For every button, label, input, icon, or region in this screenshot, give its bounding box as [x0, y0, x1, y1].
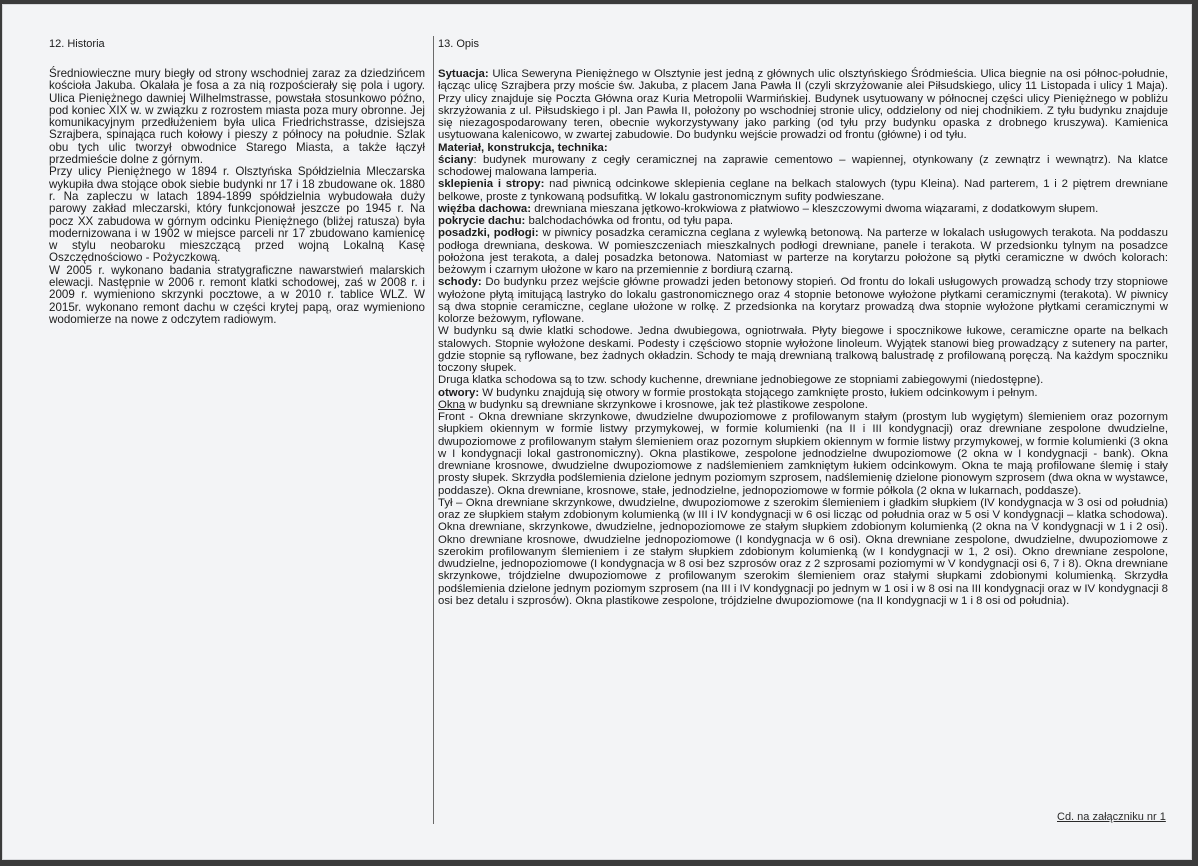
column-divider: [433, 36, 434, 824]
situation-label: Sytuacja:: [438, 68, 489, 80]
windows-text: w budynku są drewniane skrzynkowe i krosnowe, jak też plastikowe zespolone.: [465, 398, 868, 411]
vaults-label: sklepienia i stropy:: [438, 178, 545, 191]
walls-text: : budynek murowany z cegły ceramicznej na zaprawie cementowo – wapiennej, otynkowany (z zewnątrz i wewnątrz). Na klatce schodowej malowana lamperia.: [438, 153, 1168, 178]
rear-windows-paragraph: Tył – Okna drewniane skrzynkowe, dwudzielne, dwupoziomowe z szerokim ślemieniem i gładkim słupkiem (IV kondygnacja w 3 osi od południa) oraz ze słupkiem stałym zdobionym kolumienką (w III i IV kondygnacji w 6 osi licząc od południa oraz w 5 osi V kondygnacji – klatka schodowa). Okna drewniane, skrzynkowe, dwudzielne, jednopoziomowe ze stałym słupkiem zdobionym kolumienką (2 okna na V kondygnacji w 1 i 2 osi). Okno drewniane krosnowe, dwudzielne jednopoziomowe (I kondygnacja w 6 osi). Okna drewniane zespolone, dwudzielne, dwupoziomowe z szerokim profilowanym ślemieniem i ze stałym słupkiem zdobionym kolumienką (w I kondygnacji w 1, 2 osi). Okno drewniane zespolone, dwudzielne, jednopoziomowe (I kondygnacja w 8 osi bez szprosów oraz z 2 szprosami poziomymi w V kondygnacji osi 6, 7 i 8). Okna drewniane skrzynkowe, trójdzielne dwupoziomowe z profilowanym szerokim ślemieniem oraz stałymi słupkami zdobionymi kolumienką. Skrzydła podślemienia dzielone jednym poziomym szprosem (na III i IV kondygnacji po jednym w 1 osi i w 8 osi na III kondygnacji oraz w IV kondygnacji 8 osi bez detalu i szprosów). Okna plastikowe zespolone, trójdzielne dwupoziomowe (na II kondygnacji w 1 i 8 osi od południa).: [438, 496, 1168, 607]
windows-paragraph: [438, 399, 1168, 411]
windows-label: Okna: [438, 398, 466, 411]
history-column: [49, 38, 425, 326]
floors-label: posadzki, podłogi:: [438, 227, 539, 240]
situation-paragraph: [438, 68, 1168, 142]
roofing-label: pokrycie dachu:: [438, 215, 526, 227]
roof-truss-text: drewniana mieszana jętkowo-krokwiowa z płatwiowo – kleszczowymi dwoma wiązarami, z dodatkowym słupem.: [531, 202, 1099, 215]
roof-truss-label: więźba dachowa:: [438, 202, 532, 215]
walls-label: ściany: [438, 153, 474, 166]
staircases-paragraph: W budynku są dwie klatki schodowe. Jedna dwubiegowa, ogniotrwała. Płyty biegowe i spocznikowe łukowe, ceramiczne oparte na belkach stalowych. Stopnie wyłożone deskami. Podesty i częściowo stopnie wyłożone linoleum. Wyjątek stanowi bieg prowadzący z sutenery na parter, gdzie stopnie są ryflowane, bez żadnych okładzin. Schody te mają drewnianą tralkową balustradę z profilowaną poręczą. Na każdym spoczniku toczony słupek.: [438, 325, 1168, 374]
document-page: [2, 4, 1192, 860]
description-column: [438, 38, 1168, 607]
history-paragraph: W 2005 r. wykonano badania stratygraficzne nawarstwień malarskich elewacji. Następnie w 2006 r. remont klatki schodowej, zaś w 2008 r. i 2009 r. wymieniono skrzynki pocztowe, a w 2010 r. tablice WLZ. W 2015r. wykonano remont dachu w części krytej papą, oraz wymieniono wodomierze na nowe z odczytem radiowym.: [49, 263, 425, 326]
walls-paragraph: [438, 154, 1168, 179]
openings-label: otwory:: [438, 386, 480, 399]
section-title-description: 13. Opis: [438, 38, 479, 50]
front-windows-paragraph: Front - Okna drewniane skrzynkowe, dwudzielne dwupoziomowe z profilowanym stałym (prostym lub wygiętym) ślemieniem oraz pozornym słupkiem okiennym w formie listwy przymykowej, w formie kolumienki (na II i III kondygnacji) oraz drewniane zespolone dwudzielne, dwupoziomowe z profilowanym stałym ślemieniem oraz pozornym słupkiem okiennym w formie listwy przymykowej, w formie kolumienki (3 okna w I kondygnacji lokal gastronomiczny). Okna plastikowe, zespolone jednodzielne dwupoziomowe (2 okna w I kondygnacji - bank). Okna drewniane krosnowe, dwudzielne dwupoziomowe z nadślemieniem zamkniętym łukiem odcinkowym. Okna te mają profilowane ślemię i stały prosty słupek. Skrzydła podślemienia dzielone jednym poziomym szprosem, nadślemienię dzielone pionowym szprosem (dwa okna w wystawce, poddasze). Okna drewniane, krosnowe, stałe, jednodzielne, jednopoziomowe w formie półkola (2 okna w lukarnach, poddasze).: [438, 411, 1168, 497]
situation-text: Ulica Seweryna Pieniężnego w Olsztynie jest jedną z głównych ulic olsztyńskiego Śródmieścia. Ulica biegnie na osi północ-południe, łącząc ulicę Szrajbera przy moście św. Jakuba, z placem Jana Pawła II (czyli skrzyżowanie alei Piłsudskiego, ulicy 11 Listopada i ulicy 1 Maja). Przy ulicy znajduje się Poczta Główna oraz Kuria Metropolii Warmińskiej. Budynek usytuowany w północnej części ulicy Pieniężnego w pobliżu skrzyżowania z ul. Piłsudskiego i pl. Jan Pawła II, położony po wschodniej stronie ulicy, oddzielony od niej chodnikiem. Z tyłu budynku znajduje się niezagospodarowany teren, obecnie wykorzystywany jako parking (od tyłu przy budynku opaska z drobnego kruszywa). Kamienica usytuowana kalenicowo, w zwartej zabudowie. Do budynku wejście prowadzi od frontu (główne) i od tyłu.: [438, 68, 1168, 142]
section-title-history: 12. Historia: [49, 38, 105, 50]
stairs-paragraph: [438, 276, 1168, 325]
vaults-paragraph: [438, 178, 1168, 203]
floors-paragraph: [438, 227, 1168, 276]
roof-truss-paragraph: [438, 203, 1168, 215]
material-heading: Materiał, konstrukcja, technika:: [438, 141, 608, 154]
continuation-note: Cd. na załączniku nr 1: [1057, 811, 1166, 823]
second-staircase-paragraph: Druga klatka schodowa są to tzw. schody kuchenne, drewniane jednobiegowe ze stopniami zabiegowymi (niedostępne).: [438, 374, 1044, 387]
roofing-text: balchodachówka od frontu, od tyłu papa.: [525, 215, 734, 227]
openings-paragraph: [438, 387, 1168, 399]
floors-text: w piwnicy posadzka ceramiczna ceglana z wylewką betonową. Na parterze w lokalach usługowych terakota. Na poddaszu podłoga drewniana, deskowa. W pomieszczeniach mieszkalnych podłogi drewniane, panele i terakota. W przedsionku tylnym na posadzce położona jest terakota, a dalej posadzka betonowa. Natomiast w parterze na korytarzu położone są płytki ceramiczne w dwóch kolorach: beżowym i czarnym ułożone w karo na przemiennie z bordiurą czarną.: [438, 227, 1168, 276]
history-paragraph: Średniowieczne mury biegły od strony wschodniej zaraz za dziedzińcem kościoła Jakuba. Okalała je fosa a za nią rozpościerały się pola i ugory. Ulica Pieniężnego dawniej Wilhelmstrasse, powstała stosunkowo późno, pod koniec XIX w. w związku z rozrostem miasta poza mury obronne. Jej komunikacyjnym przedłużeniem była ulica Friedrichstrasse, dzisiejsza Szrajbera, spinająca ruch kołowy i pieszy z północy na południe. Szlak obu tych ulic tworzył obwodnice Starego Miasta, a także łączył przedmieście dolne z górnym.: [49, 67, 425, 167]
roofing-paragraph: [438, 215, 1168, 227]
stairs-label: schody:: [438, 276, 482, 289]
vaults-text: nad piwnicą odcinkowe sklepienia ceglane na belkach stalowych (typu Kleina). Nad parterem, 1 i 2 piętrem drewniane belkowe, proste z tynkowaną podsufitką. W lokalu gastronomicznym sufity podwieszane.: [438, 178, 1168, 203]
history-paragraph: Przy ulicy Pieniężnego w 1894 r. Olsztyńska Spółdzielnia Mleczarska wykupiła dwa stojące obok siebie budynki nr 17 i 18 zbudowane ok. 1880 r. Na zapleczu w latach 1894-1899 spółdzielnia wybudowała duży parowy zakład mleczarski, który funkcjonował jeszcze po 1945 r. Na pocz XX zabudowa w górnym odcinku Pieniężnego (bliżej ratusza) była modernizowana i w 1902 w miejsce parceli nr 17 zbudowano kamienicę w stylu neobaroku mieszczącą przed wojną Lokalną Kasę Oszczędnościowo - Pożyczkową.: [49, 165, 425, 265]
openings-text: W budynku znajdują się otwory w formie prostokąta stojącego zamknięte prosto, łukiem odcinkowym i pełnym.: [479, 386, 1038, 399]
stairs-text: Do budynku przez wejście główne prowadzi jeden betonowy stopień. Od frontu do lokali usługowych prowadzą schody trzy stopniowe wyłożone płytą imitującą lastryko do lokalu gastronomicznego oraz 4 stopnie betonowe wyłożone płytkami ceramicznymi (terakota). W piwnicy są dwa stopnie ceramiczne, ceglane ułożone w rolkę. Z przedsionka na korytarz prowadzą dwa stopnie wyłożone płytkami ceramicznymi w kolorze beżowym, ryflowane.: [438, 276, 1168, 325]
